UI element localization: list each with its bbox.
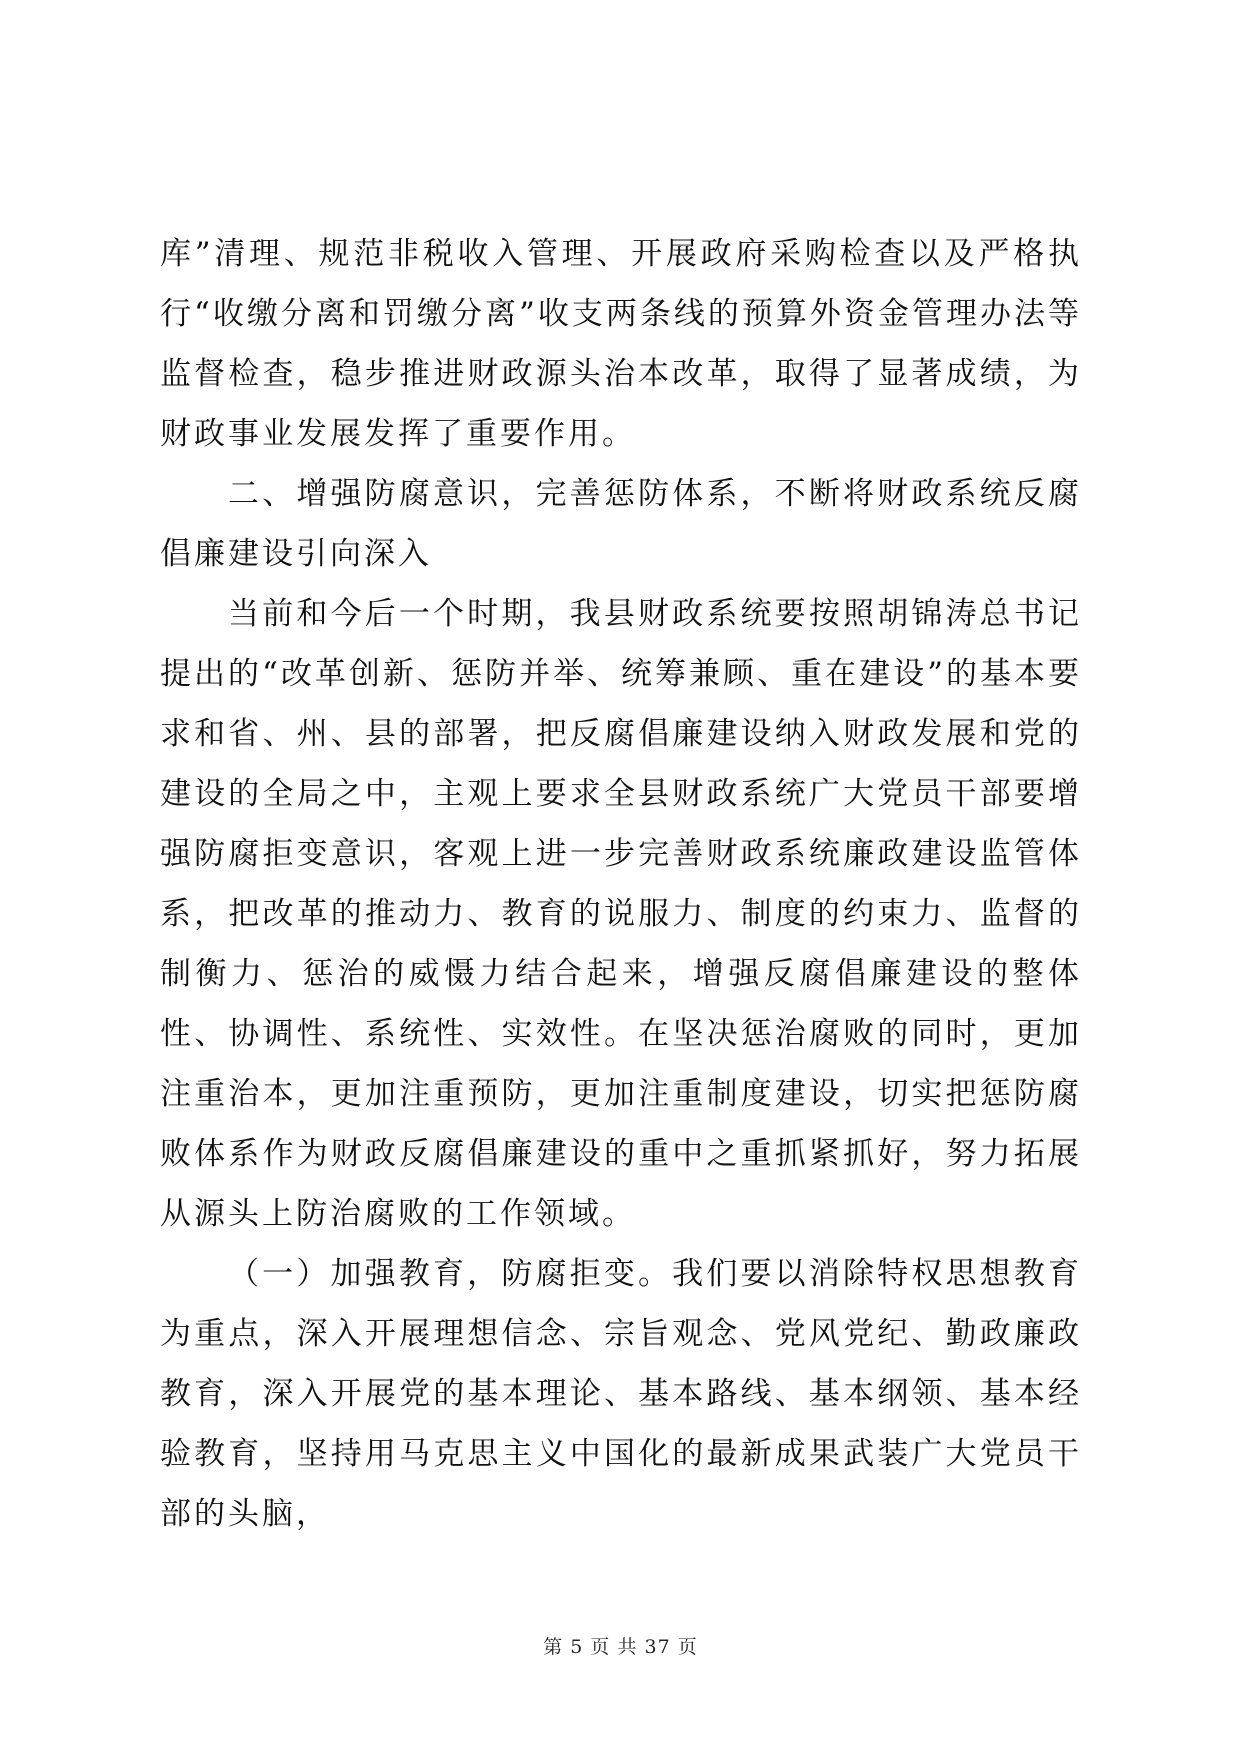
paragraph-body: 当前和今后一个时期，我县财政系统要按照胡锦涛总书记提出的“改革创新、惩防并举、统筹兼顾、重在建设”的基本要求和省、州、县的部署，把反腐倡廉建设纳入财政发展和党的建设的全局之中，主观上要求全县财政系统广大党员干部要增强防腐拒变意识，客观上进一步完善财政系统廉政建设监管体系，把改革的推动力、教育的说服力、制度的约束力、监督的制衡力、惩治的威慑力结合起来，增强反腐倡廉建设的整体性、协调性、系统性、实效性。在坚决惩治腐败的同时，更加注重治本，更加注重预防，更加注重制度建设，切实把惩防腐败体系作为财政反腐倡廉建设的重中之重抓紧抓好，努力拓展从源头上防治腐败的工作领域。 xyxy=(160,596,1082,1232)
page-footer: 第 5 页 共 37 页 xyxy=(543,1636,698,1658)
paragraph-subsection: （一）加强教育，防腐拒变。我们要以消除特权思想教育为重点，深入开展理想信念、宗旨观念、党风党纪、勤政廉政教育，深入开展党的基本理论、基本路线、基本纲领、基本经验教育，坚持用马克思主义中国化的最新成果武装广大党员干部的头脑， xyxy=(160,1256,1082,1532)
paragraph-continuation: 库”清理、规范非税收入管理、开展政府采购检查以及严格执行“收缴分离和罚缴分离”收支两条线的预算外资金管理办法等监督检查，稳步推进财政源头治本改革，取得了显著成绩，为财政事业发展发挥了重要作用。 xyxy=(160,236,1082,452)
document-body xyxy=(160,224,1082,1544)
section-heading: 二、增强防腐意识，完善惩防体系，不断将财政系统反腐倡廉建设引向深入 xyxy=(160,476,1082,572)
